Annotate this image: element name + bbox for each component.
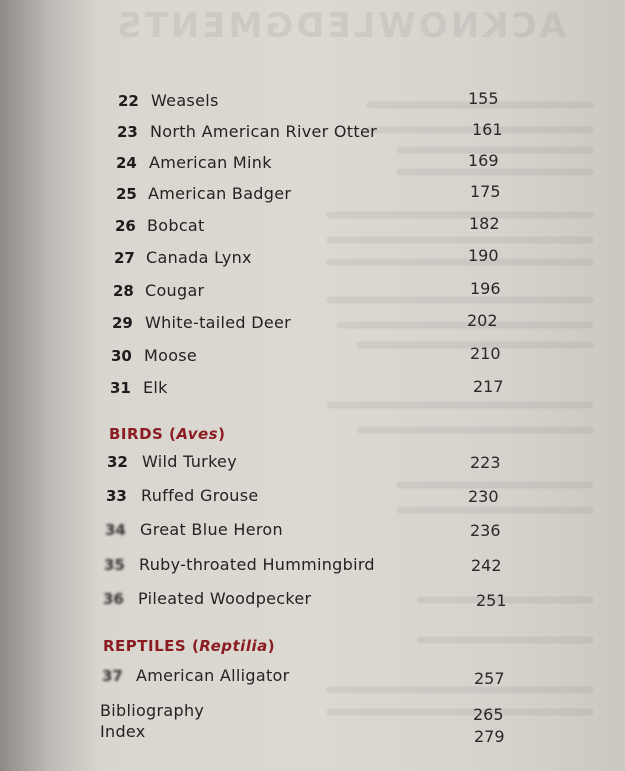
page-number: 202	[467, 311, 498, 330]
section-name: BIRDS	[109, 425, 164, 443]
page-number: 190	[468, 246, 499, 265]
chapter-number: 23	[117, 123, 138, 141]
section-heading-reptiles: REPTILES (Reptilia)	[103, 637, 276, 655]
chapter-title: American Badger	[148, 184, 292, 203]
page-number: 217	[473, 377, 504, 396]
page-number: 230	[468, 487, 499, 506]
chapter-title: Wild Turkey	[142, 452, 237, 471]
chapter-title: Moose	[144, 346, 198, 365]
section-latin-name: Reptilia	[199, 637, 268, 655]
back-matter-title: Index	[100, 722, 146, 741]
page-number: 223	[470, 453, 501, 472]
chapter-number: 28	[113, 282, 134, 300]
section-latin-name: Aves	[176, 425, 219, 443]
chapter-number: 30	[111, 347, 132, 365]
page-number: 242	[471, 556, 502, 575]
page-number: 169	[468, 151, 499, 170]
chapter-title: Pileated Woodpecker	[138, 589, 312, 608]
page-number: 182	[469, 214, 500, 233]
chapter-number: 34	[105, 521, 126, 539]
chapter-title: American Mink	[149, 153, 272, 172]
chapter-title: North American River Otter	[150, 122, 377, 141]
page-number: 161	[472, 120, 503, 139]
chapter-title: Ruffed Grouse	[141, 486, 259, 505]
section-name: REPTILES	[103, 637, 187, 655]
bleed-through-heading: ACKNOWLEDGMENTS	[114, 6, 566, 46]
chapter-title: White-tailed Deer	[145, 313, 292, 332]
section-heading-birds: BIRDS (Aves)	[109, 425, 226, 443]
page-number: 210	[470, 344, 501, 363]
chapter-number: 32	[107, 453, 128, 471]
chapter-number: 31	[110, 379, 131, 397]
page-number: 279	[474, 727, 505, 746]
chapter-title: American Alligator	[136, 666, 290, 685]
chapter-number: 29	[112, 314, 133, 332]
back-matter-title: Bibliography	[100, 701, 205, 720]
chapter-number: 35	[104, 556, 125, 574]
page-number: 236	[470, 521, 501, 540]
chapter-number: 24	[116, 154, 137, 172]
chapter-title: Weasels	[151, 91, 219, 110]
page-number: 265	[473, 705, 504, 724]
chapter-title: Great Blue Heron	[140, 520, 283, 539]
page-number: 155	[468, 89, 499, 108]
chapter-title: Bobcat	[147, 216, 205, 235]
chapter-title: Cougar	[145, 281, 205, 300]
chapter-number: 27	[114, 249, 135, 267]
chapter-number: 25	[116, 185, 137, 203]
chapter-number: 26	[115, 217, 136, 235]
chapter-title: Elk	[143, 378, 168, 397]
chapter-number: 22	[118, 92, 139, 110]
page-number: 196	[470, 279, 501, 298]
page-number: 251	[476, 591, 507, 610]
chapter-number: 37	[102, 667, 123, 685]
page-number: 175	[470, 182, 501, 201]
chapter-number: 33	[106, 487, 127, 505]
chapter-number: 36	[103, 590, 124, 608]
chapter-title: Canada Lynx	[146, 248, 252, 267]
chapter-title: Ruby-throated Hummingbird	[139, 555, 375, 574]
page-number: 257	[474, 669, 505, 688]
